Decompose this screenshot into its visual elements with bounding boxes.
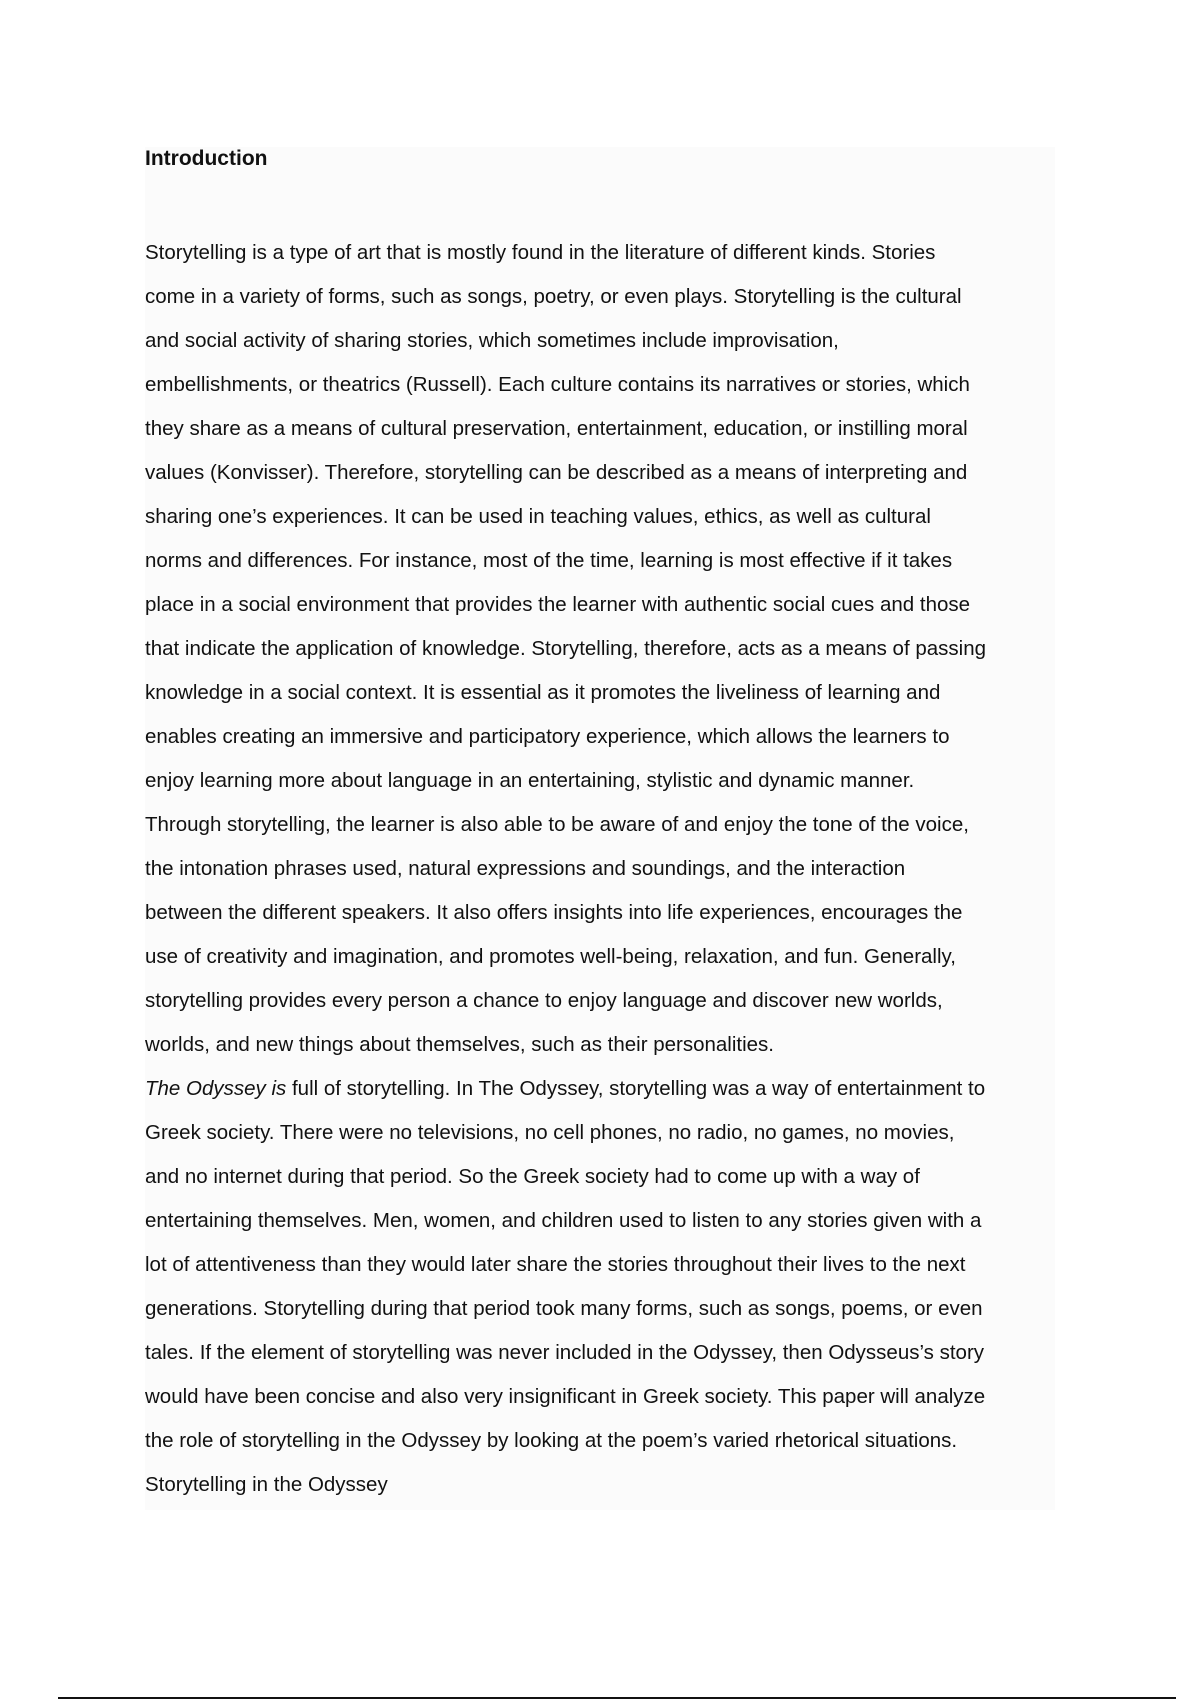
text-line: enjoy learning more about language in an entertaining, stylistic and dynamic manner. <box>145 769 915 792</box>
text-line: would have been concise and also very insignificant in Greek society. This paper will analyze <box>145 1385 986 1408</box>
text-line: values (Konvisser). Therefore, storytelling can be described as a means of interpreting and <box>145 461 968 484</box>
text-line: Greek society. There were no televisions, no cell phones, no radio, no games, no movies, <box>145 1121 955 1144</box>
subheading-line: Storytelling in the Odyssey <box>145 1473 388 1496</box>
text-line: enables creating an immersive and participatory experience, which allows the learners to <box>145 725 950 748</box>
text-line: between the different speakers. It also offers insights into life experiences, encourages the <box>145 901 963 924</box>
text-line: tales. If the element of storytelling was never included in the Odyssey, then Odysseus’s story <box>145 1341 985 1364</box>
text-line: use of creativity and imagination, and promotes well-being, relaxation, and fun. Generally, <box>145 945 956 968</box>
text-line: embellishments, or theatrics (Russell). Each culture contains its narratives or stories, which <box>145 373 970 396</box>
text-line: the role of storytelling in the Odyssey by looking at the poem’s varied rhetorical situations. <box>145 1429 958 1452</box>
text-line: Storytelling is a type of art that is mostly found in the literature of different kinds. Stories <box>145 241 936 264</box>
text-line: Through storytelling, the learner is also able to be aware of and enjoy the tone of the voice, <box>145 813 969 836</box>
text-line: and social activity of sharing stories, which sometimes include improvisation, <box>145 329 839 352</box>
odyssey-title-italic: The Odyssey is <box>145 1077 287 1100</box>
odyssey-line <box>145 1067 1065 1111</box>
text-line: lot of attentiveness than they would later share the stories throughout their lives to the next <box>145 1253 966 1276</box>
text-line: norms and differences. For instance, most of the time, learning is most effective if it takes <box>145 549 953 572</box>
body-text <box>145 231 1065 1507</box>
footer-divider <box>58 1697 1176 1699</box>
text-line: sharing one’s experiences. It can be used in teaching values, ethics, as well as cultural <box>145 505 931 528</box>
odyssey-line-rest: full of storytelling. In The Odyssey, storytelling was a way of entertainment to <box>286 1077 986 1100</box>
section-heading: Introduction <box>145 147 268 170</box>
text-line: generations. Storytelling during that period took many forms, such as songs, poems, or even <box>145 1297 983 1320</box>
text-line: come in a variety of forms, such as songs, poetry, or even plays. Storytelling is the cultural <box>145 285 962 308</box>
text-line: the intonation phrases used, natural expressions and soundings, and the interaction <box>145 857 906 880</box>
text-line: that indicate the application of knowledge. Storytelling, therefore, acts as a means of passing <box>145 637 987 660</box>
text-line: they share as a means of cultural preservation, entertainment, education, or instilling moral <box>145 417 968 440</box>
text-line: and no internet during that period. So the Greek society had to come up with a way of <box>145 1165 920 1188</box>
text-line: entertaining themselves. Men, women, and children used to listen to any stories given with a <box>145 1209 982 1232</box>
text-line: place in a social environment that provides the learner with authentic social cues and those <box>145 593 971 616</box>
text-line: knowledge in a social context. It is essential as it promotes the liveliness of learning and <box>145 681 941 704</box>
text-line: storytelling provides every person a chance to enjoy language and discover new worlds, <box>145 989 943 1012</box>
text-line: worlds, and new things about themselves, such as their personalities. <box>145 1033 775 1056</box>
